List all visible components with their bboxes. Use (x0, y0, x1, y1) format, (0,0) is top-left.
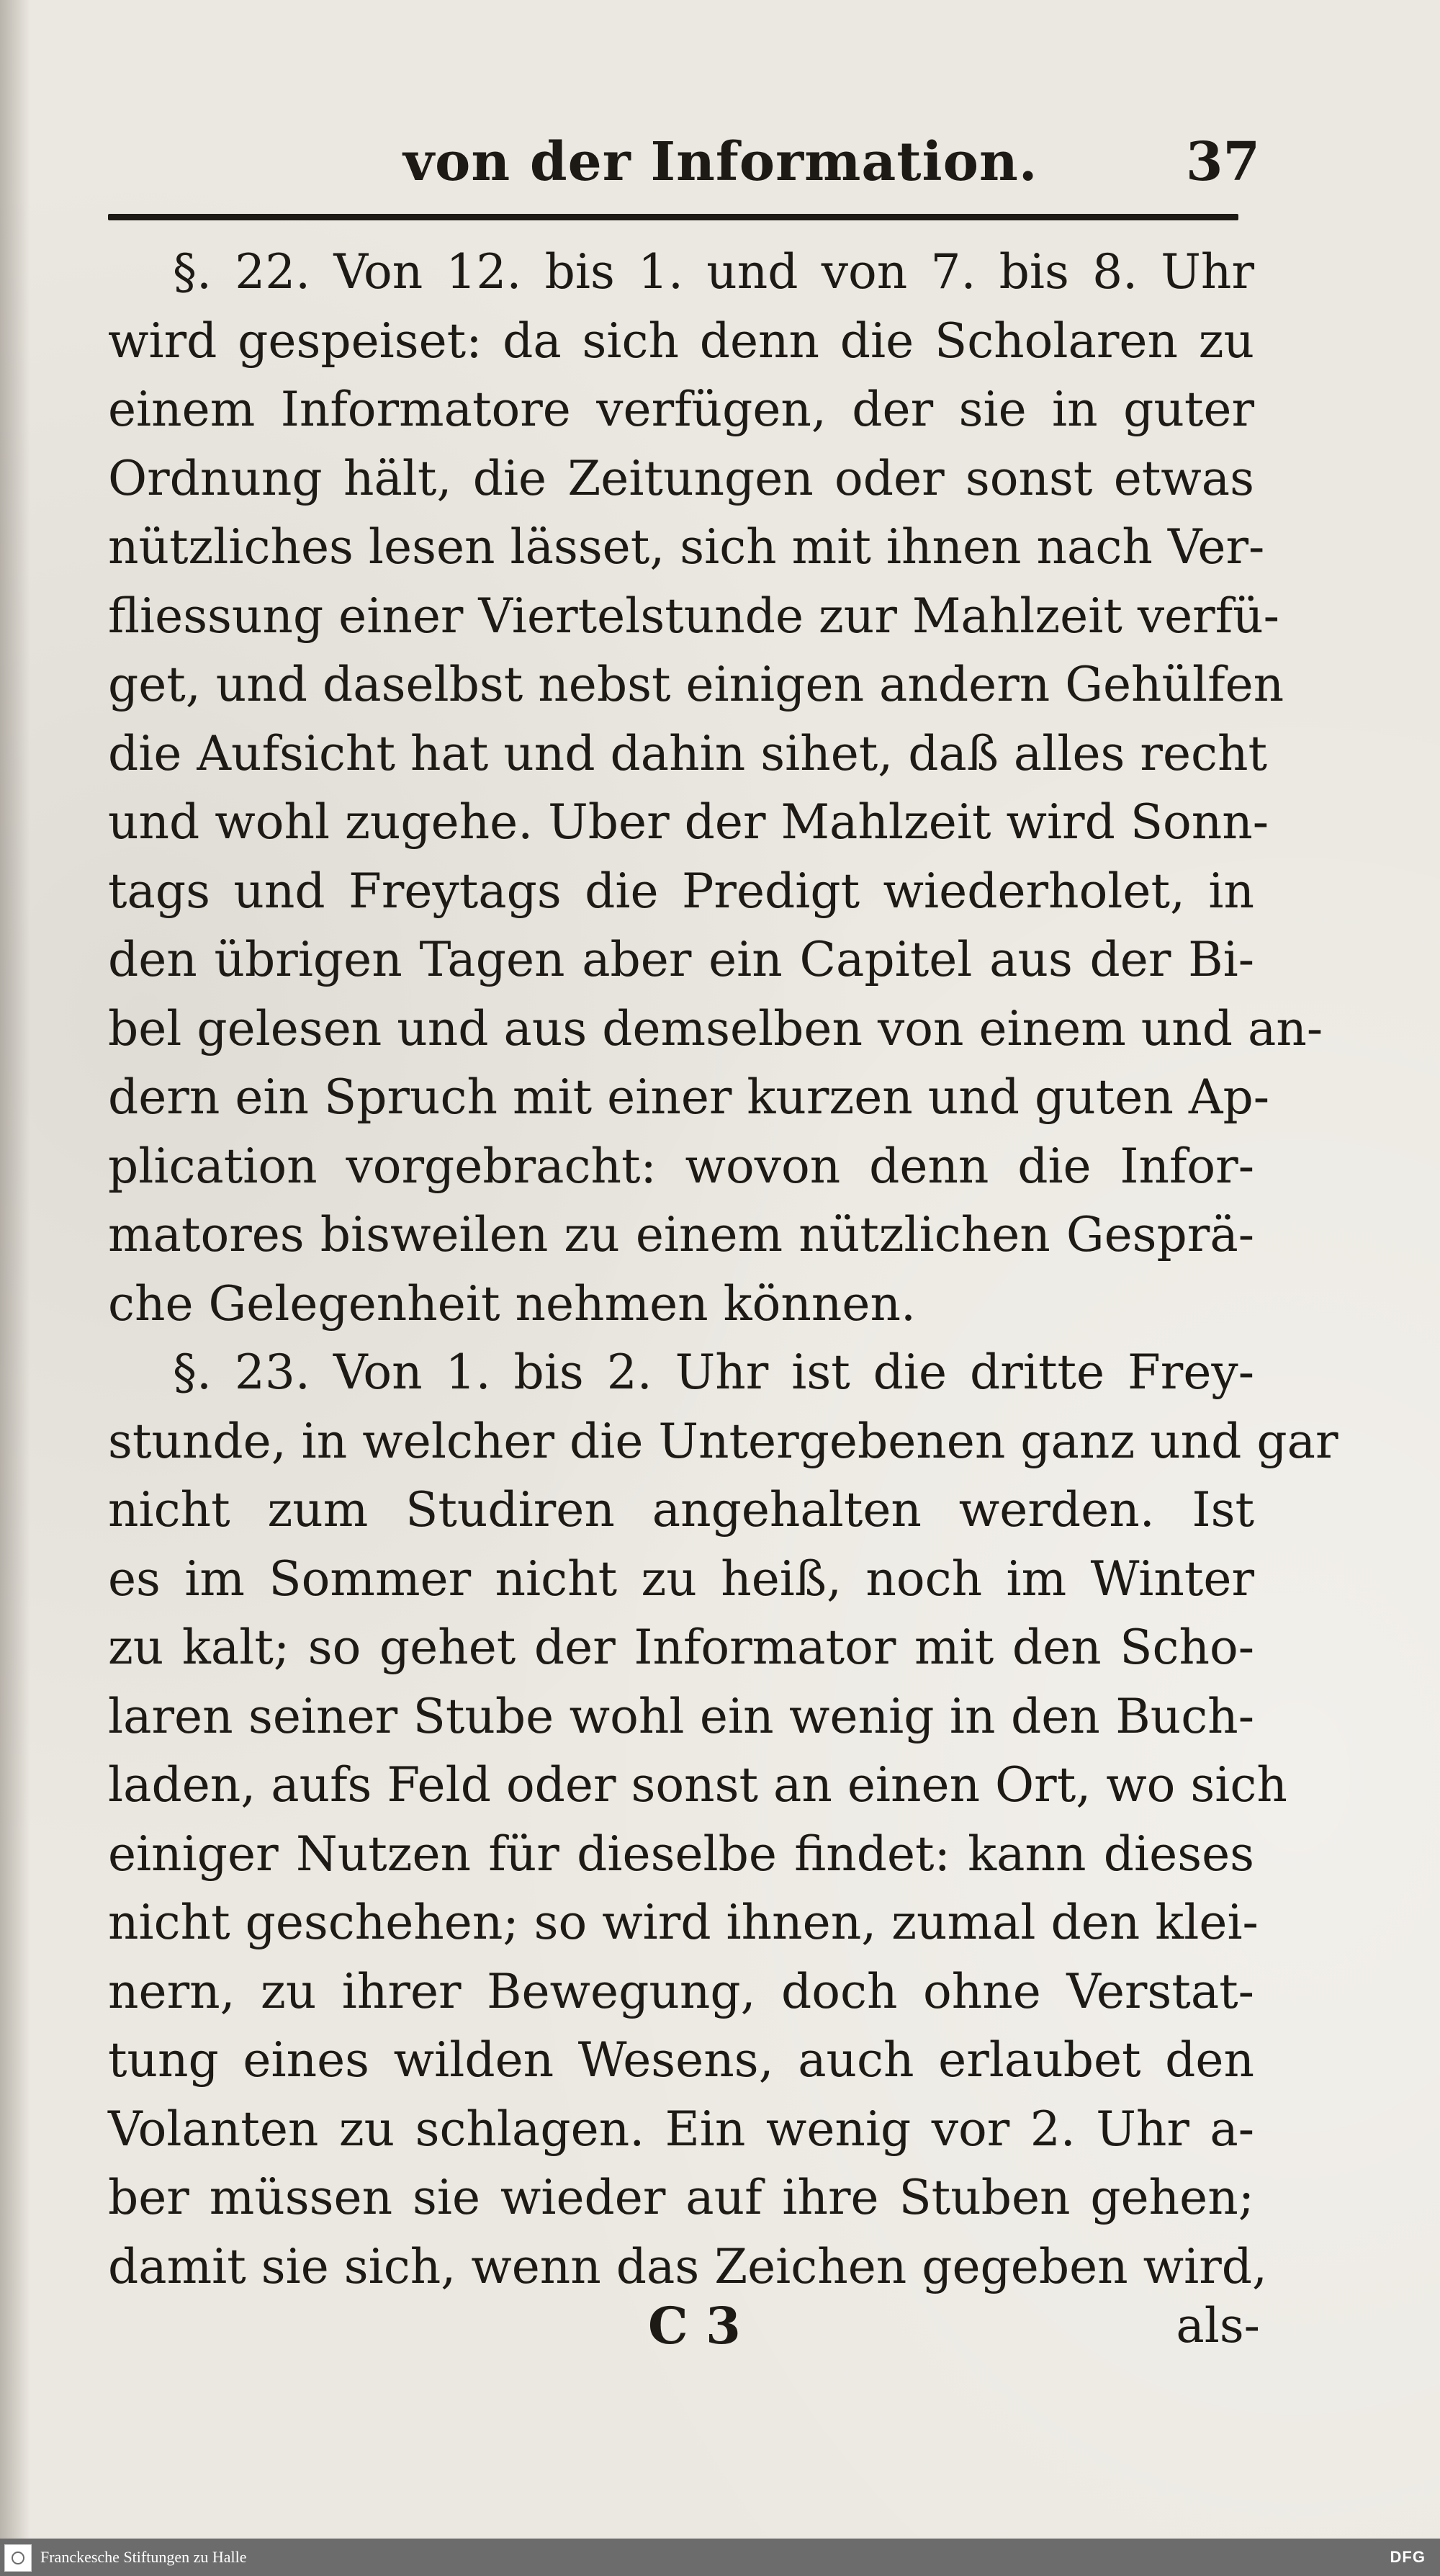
page-number: 37 (1186, 131, 1260, 193)
viewer-bottom-bar (0, 2539, 1440, 2576)
running-head (108, 122, 1260, 202)
text-line: es im Sommer nicht zu heiß, noch im Winter (108, 1550, 1254, 1607)
text-line: nicht zum Studiren angehalten werden. Ist (108, 1482, 1254, 1538)
text-line: bel gelesen und aus demselben von einem und an- (108, 1000, 1323, 1056)
text-line: plication vorgebracht: wovon denn die Infor- (108, 1138, 1254, 1194)
text-line: stunde, in welcher die Untergebenen ganz und gar (108, 1413, 1338, 1469)
body-text (108, 238, 1338, 2301)
page-footer (108, 2290, 1260, 2362)
text-line: dern ein Spruch mit einer kurzen und guten Ap- (108, 1069, 1270, 1125)
text-line: tags und Freytags die Predigt wiederholet, in (108, 863, 1254, 919)
text-line: ber müssen sie wieder auf ihre Stuben gehen; (108, 2170, 1254, 2225)
text-line: Ordnung hält, die Zeitungen oder sonst etwas (108, 450, 1254, 506)
institution-name: Franckesche Stiftungen zu Halle (40, 2548, 247, 2566)
header-rule (108, 214, 1238, 220)
signature-mark: C 3 (648, 2296, 741, 2356)
text-line: Volanten zu schlagen. Ein wenig vor 2. Uhr a- (108, 2101, 1254, 2157)
text-line: laden, aufs Feld oder sonst an einen Ort, wo sich (108, 1757, 1287, 1813)
text-line: wird gespeiset: da sich denn die Scholaren zu (108, 313, 1254, 369)
running-title: von der Information. (403, 131, 1038, 193)
text-line: und wohl zugehe. Uber der Mahlzeit wird Sonn- (108, 794, 1269, 850)
dfg-badge: DFG (1390, 2548, 1426, 2566)
institution-logo-icon (4, 2544, 32, 2572)
text-line: einem Informatore verfügen, der sie in guter (108, 382, 1254, 437)
text-line: get, und daselbst nebst einigen andern Gehülfen (108, 657, 1284, 712)
text-line: nicht geschehen; so wird ihnen, zumal den klei- (108, 1895, 1259, 1950)
text-line: nern, zu ihrer Bewegung, doch ohne Verstat- (108, 1963, 1254, 2019)
text-line: den übrigen Tagen aber ein Capitel aus der Bi- (108, 932, 1254, 987)
text-line: nützliches lesen lässet, sich mit ihnen nach Ver- (108, 519, 1265, 575)
text-line: einiger Nutzen für dieselbe findet: kann dieses (108, 1826, 1254, 1882)
text-line: §. 23. Von 1. bis 2. Uhr ist die dritte Frey- (173, 1345, 1254, 1400)
text-line: die Aufsicht hat und dahin sihet, daß alles recht (108, 725, 1268, 781)
text-line: damit sie sich, wenn das Zeichen gegeben wird, (108, 2238, 1268, 2294)
text-line: che Gelegenheit nehmen können. (108, 1275, 916, 1332)
text-line: laren seiner Stube wohl ein wenig in den Buch- (108, 1688, 1254, 1744)
text-line: matores bisweilen zu einem nützlichen Gesprä- (108, 1207, 1254, 1262)
text-line: zu kalt; so gehet der Informator mit den Scho- (108, 1620, 1254, 1675)
catchword: als- (1176, 2298, 1260, 2353)
text-line: tung eines wilden Wesens, auch erlaubet den (108, 2032, 1254, 2088)
binding-shadow (0, 0, 30, 2539)
text-line: fliessung einer Viertelstunde zur Mahlzeit verfü- (108, 588, 1279, 644)
text-line: §. 22. Von 12. bis 1. und von 7. bis 8. Uhr (173, 244, 1254, 300)
